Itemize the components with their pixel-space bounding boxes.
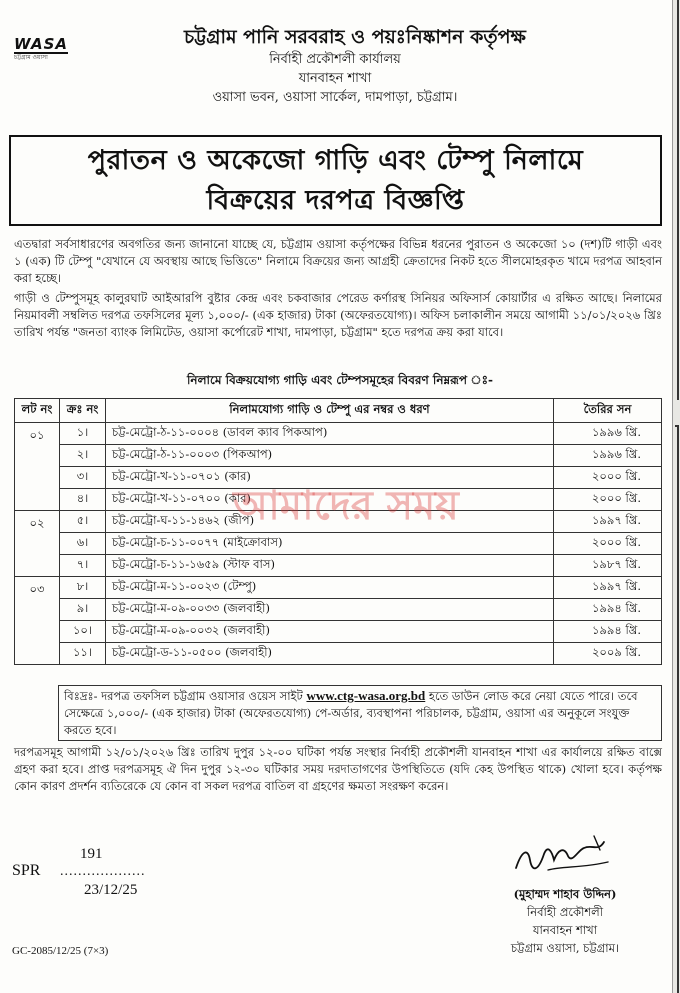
manufacture-year: ১৯৯৪ খ্রি. xyxy=(554,621,662,643)
manufacture-year: ১৯৯৭ খ্রি. xyxy=(554,511,662,533)
wasa-logo-subtitle: চট্টগ্রাম ওয়াসা xyxy=(14,54,48,61)
serial-number: ৫। xyxy=(60,511,106,533)
manufacture-year: ২০০০ খ্রি. xyxy=(554,533,662,555)
col-header-description: নিলামযোগ্য গাড়ি ও টেম্পু এর নম্বর ও ধরণ xyxy=(106,399,554,423)
note-text-after: হতে ডাউন লোড করে নেয়া যেতে পারে। তবে সেক্ষেত্রে ১,০০০/- (এক হাজার) টাকা (অফেরতযোগ্য) পে-অর্ডার, ব্যবস্থাপনা পরিচালক, চট্টগ্রাম, ওয়াসা এর অনুকূলে সংযুক্ত করতে হবে। xyxy=(64,689,638,737)
table-row xyxy=(15,423,662,445)
serial-number: ২। xyxy=(60,445,106,467)
table-header-row xyxy=(15,399,662,423)
table-row xyxy=(15,621,662,643)
note-text-before: বিঃদ্রঃ- দরপত্র তফসিল চট্টগ্রাম ওয়াসার ওয়েস সাইট xyxy=(64,689,307,703)
serial-number: ৭। xyxy=(60,555,106,577)
table-row xyxy=(15,445,662,467)
col-header-serial: ক্রঃ নং xyxy=(60,399,106,423)
manufacture-year: ১৯৯৬ খ্রি. xyxy=(554,423,662,445)
manufacture-year: ২০০০ খ্রি. xyxy=(554,489,662,511)
table-row xyxy=(15,555,662,577)
manufacture-year: ১৯৮৭ খ্রি. xyxy=(554,555,662,577)
manufacture-year: ১৯৯৬ খ্রি. xyxy=(554,445,662,467)
notice-title-box xyxy=(9,135,662,226)
vehicle-description: চট্ট-মেট্রো-ঠ-১১-০০০৩ (পিকআপ) xyxy=(106,445,554,467)
adjacent-page-edge xyxy=(672,0,680,993)
col-header-lot: লট নং xyxy=(15,399,60,423)
gc-reference: GC-2085/12/25 (7×3) xyxy=(12,945,109,957)
notice-title-line-2: বিক্রয়ের দরপত্র বিজ্ঞপ্তি xyxy=(206,184,465,216)
website-link[interactable]: www.ctg-wasa.org.bd xyxy=(306,688,426,703)
spr-dotted-line: ................... xyxy=(60,864,146,879)
table-caption: নিলামে বিক্রয়যোগ্য গাড়ি এবং টেম্পসমূহের বিবরণ নিম্নরূপ ঃ- xyxy=(187,373,493,387)
newspaper-watermark: আমাদের সময় xyxy=(233,483,459,529)
serial-number: ৮। xyxy=(60,577,106,599)
vehicle-description: চট্ট-মেট্রো-ম-১১-০০২৩ (টেম্পু) xyxy=(106,577,554,599)
serial-number: ১০। xyxy=(60,621,106,643)
signer-title: নির্বাহী প্রকৌশলী xyxy=(526,905,604,919)
spr-number: 191 xyxy=(80,846,103,862)
serial-number: ৩। xyxy=(60,467,106,489)
vehicle-description: চট্ট-মেট্রো-ম-০৯-০০৩২ (জলবাহী) xyxy=(106,621,554,643)
wasa-logo-mark: WASA xyxy=(14,35,69,53)
serial-number: ৪। xyxy=(60,489,106,511)
signer-name: (মুহাম্মদ শাহাব উদ্দিন) xyxy=(513,887,617,901)
organization-name: চট্টগ্রাম পানি সরবরাহ ও পয়ঃনিষ্কাশন কর্তৃপক্ষ xyxy=(184,26,526,48)
submission-paragraph: দরপত্রসমূহ আগামী ১২/০১/২০২৬ খ্রিঃ তারিখ দুপুর ১২-০০ ঘটিকা পর্যন্ত সংস্থার নির্বাহী প্রকৌশলী যানবাহন শাখা এর কার্যালয়ে রক্ষিত বাক্সে গ্রহণ করা হবে। প্রাপ্ত দরপত্রসমূহ ঐ দিন দুপুর ১২-৩০ ঘটিকার সময় দরদাতাগণের উপস্থিতিতে (যদি কেহ উপস্থিত থাকে) খোলা হবে। কর্তৃপক্ষ কোন কারণ প্রদর্শন ব্যতিরেকে যে কোন বা সকল দরপত্র বাতিল বা গ্রহণের ক্ষমতা সংরক্ষণ করেন। xyxy=(14,745,662,793)
vehicle-description: চট্ট-মেট্রো-চ-১১-০০৭৭ (মাইক্রোবাস) xyxy=(106,533,554,555)
manufacture-year: ২০০০ খ্রি. xyxy=(554,467,662,489)
wasa-logo xyxy=(14,36,80,66)
vehicle-description: চট্ট-মেট্রো-চ-১১-১৬৫৯ (স্টাফ বাস) xyxy=(106,555,554,577)
table-row xyxy=(15,599,662,621)
lot-number: ০১ xyxy=(15,423,60,511)
serial-number: ৯। xyxy=(60,599,106,621)
intro-paragraph: এতদ্বারা সর্বসাধারণের অবগতির জন্য জানানো যাচ্ছে যে, চট্টগ্রাম ওয়াসা কর্তৃপক্ষের বিভিন্ন ধরনের পুরাতন ও অকেজো ১০ (দশ)টি গাড়ী এবং ১ (এক) টি টেম্পু "যেখানে যে অবস্থায় আছে ভিত্তিতে" নিলামে বিক্রয়ের জন্য আগ্রহী ক্রেতাদের নিকট হতে সীলমোহরকৃত খামে দরপত্র আহবান করা হচ্ছে। xyxy=(14,237,662,285)
vehicle-description: চট্ট-মেট্রো-খ-১১-০৭০০ (কার) xyxy=(106,489,554,511)
spr-label: SPR xyxy=(12,862,41,879)
signature-block xyxy=(470,885,660,957)
office-name: নির্বাহী প্রকৌশলী কার্যালয় xyxy=(269,52,401,67)
vehicle-description: চট্ট-মেট্রো-ঠ-১১-০০০৪ (ডাবল ক্যাব পিকআপ) xyxy=(106,423,554,445)
location-paragraph: গাড়ী ও টেম্পুসমূহ কালুরঘাট আইআরপি বুষ্টার কেন্দ্র এবং চকবাজার পেরেড কর্ণারস্থ সিনিয়র অফিসার্স কোয়ার্টার এ রক্ষিত আছে। নিলামের নিয়মাবলী সম্বলিত দরপত্র তফসিলের মূল্য ১,০০০/- (এক হাজার) টাকা (অফেরতযোগ্য)। অফিস চলাকালীন সময়ে আগামী ১১/০১/২০২৬ খ্রিঃ তারিখ পর্যন্ত "জনতা ব্যাংক লিমিটেড, ওয়াসা কর্পোরেট শাখা, দামপাড়া, চট্টগ্রাম" হতে দরপত্র ক্রয় করা যাবে। xyxy=(14,291,662,339)
branch-name: যানবাহন শাখা xyxy=(298,71,372,86)
table-row xyxy=(15,577,662,599)
vehicle-description: চট্ট-মেট্রো-খ-১১-০৭০১ (কার) xyxy=(106,467,554,489)
vehicle-description: চট্ট-মেট্রো-ঘ-১১-১৪৬২ (জীপ) xyxy=(106,511,554,533)
signer-branch: যানবাহন শাখা xyxy=(532,923,598,937)
manufacture-year: ২০০৯ খ্রি. xyxy=(554,643,662,665)
notice-header xyxy=(10,24,660,134)
vehicle-description: চট্ট-মেট্রো-ম-০৯-০০৩৩ (জলবাহী) xyxy=(106,599,554,621)
signer-organization: চট্টগ্রাম ওয়াসা, চট্টগ্রাম। xyxy=(510,941,620,955)
manufacture-year: ১৯৯৭ খ্রি. xyxy=(554,577,662,599)
manufacture-year: ১৯৯৪ খ্রি. xyxy=(554,599,662,621)
signature-image xyxy=(508,830,618,880)
download-note-box xyxy=(58,685,662,741)
lot-number: ০৩ xyxy=(15,577,60,665)
notice-title-line-1: পুরাতন ও অকেজো গাড়ি এবং টেম্পু নিলামে xyxy=(87,144,584,176)
lot-number: ০২ xyxy=(15,511,60,577)
vehicle-description: চট্ট-মেট্রো-ড-১১-০৫০০ (জলবাহী) xyxy=(106,643,554,665)
spr-date: 23/12/25 xyxy=(84,882,138,898)
serial-number: ৬। xyxy=(60,533,106,555)
serial-number: ১। xyxy=(60,423,106,445)
col-header-year: তৈরির সন xyxy=(554,399,662,423)
serial-number: ১১। xyxy=(60,643,106,665)
table-row xyxy=(15,643,662,665)
office-address: ওয়াসা ভবন, ওয়াসা সার্কেল, দামপাড়া, চট্টগ্রাম। xyxy=(212,90,458,105)
